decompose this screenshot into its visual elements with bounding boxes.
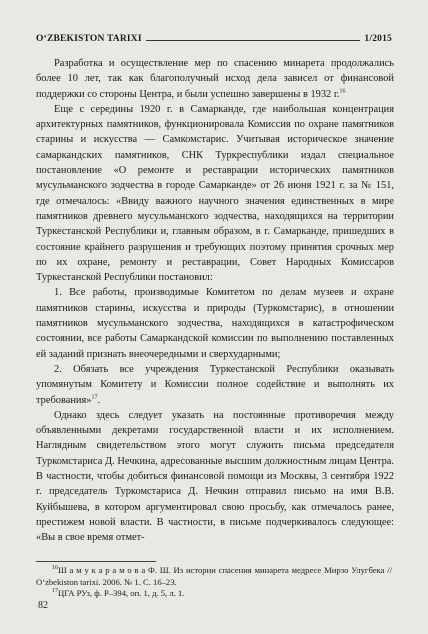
- article-body: [36, 56, 394, 546]
- running-header: [36, 30, 392, 44]
- journal-title: O‘ZBEKISTON TARIXI: [36, 34, 142, 44]
- footnote: $^{16}$Ш а м у к а р а м о в а Ф. Ш. Из истории спасения минарета медресе Мирзо Улугбека // O‘zbekiston tarixi. 2006. № 1. С. 16–23.: [36, 565, 392, 587]
- footnote-number: 17: [52, 588, 58, 595]
- footnote: $^{17}$ЦГА РУз, ф. Р–394, оп. 1, д. 5, л. 1.: [52, 588, 185, 598]
- header-rule: [146, 40, 361, 41]
- paragraph: 1. Все работы, производимые Комитетом по делам музеев и охране памятников старины, искусства и природы (Туркомстарис), в отношении памятников мусульманского зодчества, находящихся в катастрофическом состоянии, все работы Самаркандской комиссии по выполнению поставленных ей заданий признать внеочередными и сверхударными;: [36, 287, 394, 360]
- page-number: 82: [38, 600, 48, 611]
- paragraph: 2. Обязать все учреждения Туркестанской Республики оказывать упомянутым Комитету и Комиссии полное содействие и выполнять их требования»$^{17}$.: [36, 363, 394, 406]
- footnote-ref: 17: [91, 394, 98, 401]
- paragraph: Еще с середины 1920 г. в Самарканде, где наибольшая концентрация архитектурных памятников, функционировала Комиссия по охране памятников старины и искусства — Самкомстарис. Учитывая историческое значение самаркандских памятников, СНК Туркреспублики издал специальное постановление «О ремонте и реставрации исторических памятников мусульманского зодчества в городе Самарканде» от 26 июня 1921 г. за № 151, где отмечалось: «Ввиду важного научного значения единственных в мире памятников древнего мусульманского зодчества, находящихся на территории Туркестанской Республики и, главным образом, в г. Самарканде, пришедших в состояние крайнего разрушения и требующих поэтому принятия срочных мер по их охране, ремонту и реставрации, Совет Народных Комиссаров Туркестанской Республики постановил:: [36, 103, 394, 284]
- paragraph: Разработка и осуществление мер по спасению минарета продолжались более 10 лет, так как благополучный исход дела зависел от финансовой поддержки со стороны Центра, и были успешно завершены в 1932 г.$^{16}$: [36, 58, 394, 100]
- issue-number: 1/2015: [364, 34, 392, 44]
- paragraph: Однако здесь следует указать на постоянные противоречия между объявленными декретами государственной власти и их исполнением. Наглядным свидетельством этого могут служить письма председателя Туркомстариса Д. Нечкина, адресованные высшим должностным лицам Центра. В частности, чтобы добиться финансовой помощи из Москвы, 3 сентября 1922 г. председатель Туркомстариса Д. Нечкин отправил письмо на имя В.В. Куйбышева, в котором аргументировал свою просьбу, как отмечалось ранее, престижем новой власти. В частности, в письме подчеркивалось следующее: «Вы в свое время отмет-: [36, 409, 394, 544]
- footnote-ref: 16: [339, 88, 346, 95]
- footnotes: [36, 565, 392, 600]
- footnote-divider: [36, 561, 156, 562]
- footnote-number: 16: [52, 565, 58, 572]
